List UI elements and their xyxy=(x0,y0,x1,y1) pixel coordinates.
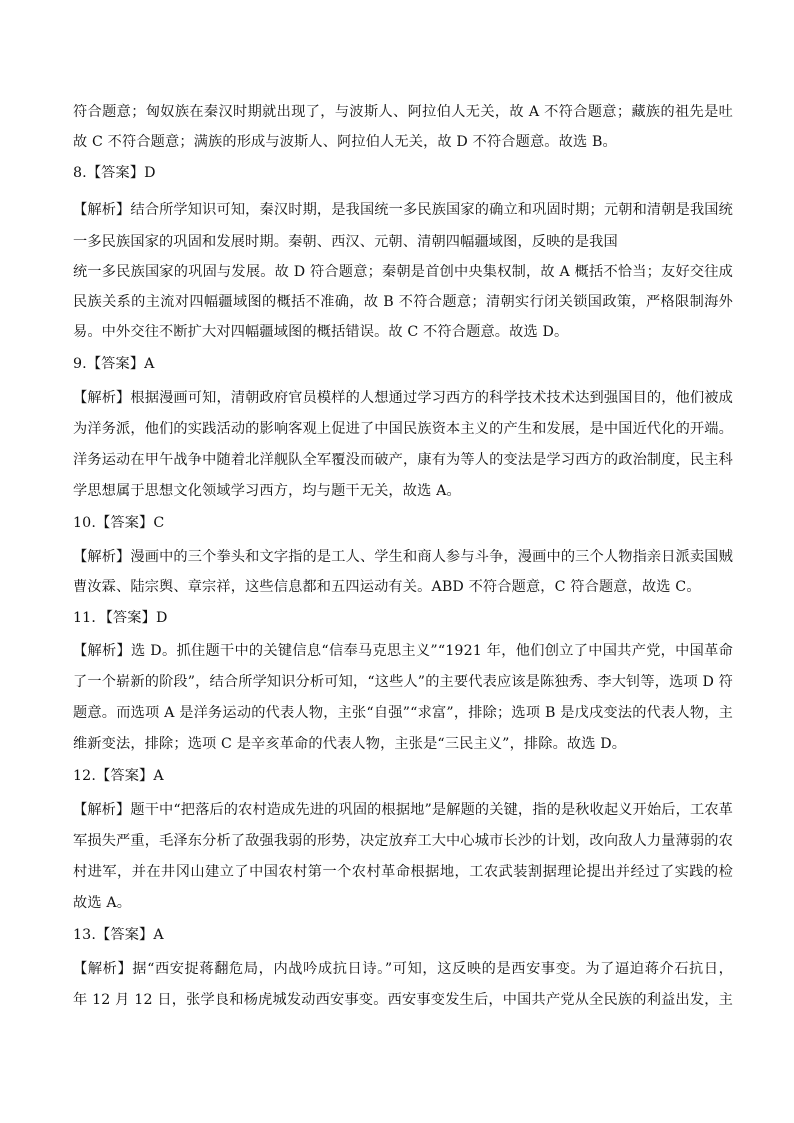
text-line: 军损失严重，毛泽东分析了敌强我弱的形势，决定放弃工大中心城市长沙的计划，改向敌人力量薄弱的农 xyxy=(73,833,733,849)
text-line: 为洋务派，他们的实践活动的影响客观上促进了中国民族资本主义的产生和发展，是中国近代化的开端。 xyxy=(73,421,733,437)
answer-heading: 12.【答案】A xyxy=(73,768,164,784)
answer-heading: 9.【答案】A xyxy=(73,356,155,372)
answer-heading: 10.【答案】C xyxy=(73,515,165,531)
answer-heading: 8.【答案】D xyxy=(73,165,156,181)
text-line: 【解析】题干中“把落后的农村造成先进的巩固的根据地”是解题的关键，指的是秋收起义开始后，工农革 xyxy=(73,802,733,818)
text-line: 一多民族国家的巩固和发展时期。秦朝、西汉、元朝、清朝四幅疆域图，反映的是我国 xyxy=(73,234,618,250)
text-line: 洋务运动在甲午战争中随着北洋舰队全军覆没而破产，康有为等人的变法是学习西方的政治制度，民主科 xyxy=(73,452,733,468)
answer-heading: 11．【答案】D xyxy=(73,610,168,626)
text-line: 【解析】据“西安捉蒋翻危局，内战吟成抗日诗。”可知，这反映的是西安事变。为了逼迫蒋介石抗日， xyxy=(73,961,733,977)
text-line: 了一个崭新的阶段”，结合所学知识分析可知，“这些人”的主要代表应该是陈独秀、李大钊等，选项 D 符 xyxy=(73,674,733,690)
text-line: 曹汝霖、陆宗舆、章宗祥，这些信息都和五四运动有关。ABD 不符合题意，C 符合题意，故选 C。 xyxy=(73,579,701,595)
text-line: 易。中外交往不断扩大对四幅疆域图的概括错误。故 C 不符合题意。故选 D。 xyxy=(73,324,569,340)
text-line: 维新变法，排除；选项 C 是辛亥革命的代表人物，主张是“三民主义”，排除。故选 D。 xyxy=(73,736,627,752)
text-line: 故 C 不符合题意；满族的形成与波斯人、阿拉伯人无关，故 D 不符合题意。故选 B。 xyxy=(73,134,617,150)
text-line: 【解析】选 D。抓住题干中的关键信息“信奉马克思主义”“1921 年，他们创立了中国共产党，中国革命 xyxy=(73,643,733,659)
text-line: 村进军，并在井冈山建立了中国农村第一个农村革命根据地，工农武装割据理论提出并经过了实践的检 xyxy=(73,864,733,880)
text-line: 年 12 月 12 日，张学良和杨虎城发动西安事变。西安事变发生后，中国共产党从全民族的利益出发，主 xyxy=(73,992,733,1008)
text-line: 【解析】结合所学知识可知，秦汉时期，是我国统一多民族国家的确立和巩固时期；元朝和清朝是我国统 xyxy=(73,202,733,218)
text-line: 民族关系的主流对四幅疆域图的概括不准确，故 B 不符合题意；清朝实行闭关锁国政策，严格限制海外 xyxy=(73,294,733,310)
answer-heading: 13.【答案】A xyxy=(73,927,164,943)
text-line: 统一多民族国家的巩固与发展。故 D 符合题意；秦朝是首创中央集权制，故 A 概括不恰当；友好交往成 xyxy=(73,264,733,280)
text-line: 题意。而选项 A 是洋务运动的代表人物，主张“自强”“求富”，排除；选项 B 是戊戌变法的代表人物，主 xyxy=(73,705,733,721)
text-line: 学思想属于思想文化领域学习西方，均与题干无关，故选 A。 xyxy=(73,483,461,499)
text-line: 【解析】漫画中的三个拳头和文字指的是工人、学生和商人参与斗争，漫画中的三个人物指亲日派卖国贼 xyxy=(73,549,733,565)
text-line: 故选 A。 xyxy=(73,895,132,911)
text-line: 符合题意；匈奴族在秦汉时期就出现了，与波斯人、阿拉伯人无关，故 A 不符合题意；藏族的祖先是吐 xyxy=(73,104,733,120)
text-line: 【解析】根据漫画可知，清朝政府官员模样的人想通过学习西方的科学技术技术达到强国目的，他们被成 xyxy=(73,390,733,406)
